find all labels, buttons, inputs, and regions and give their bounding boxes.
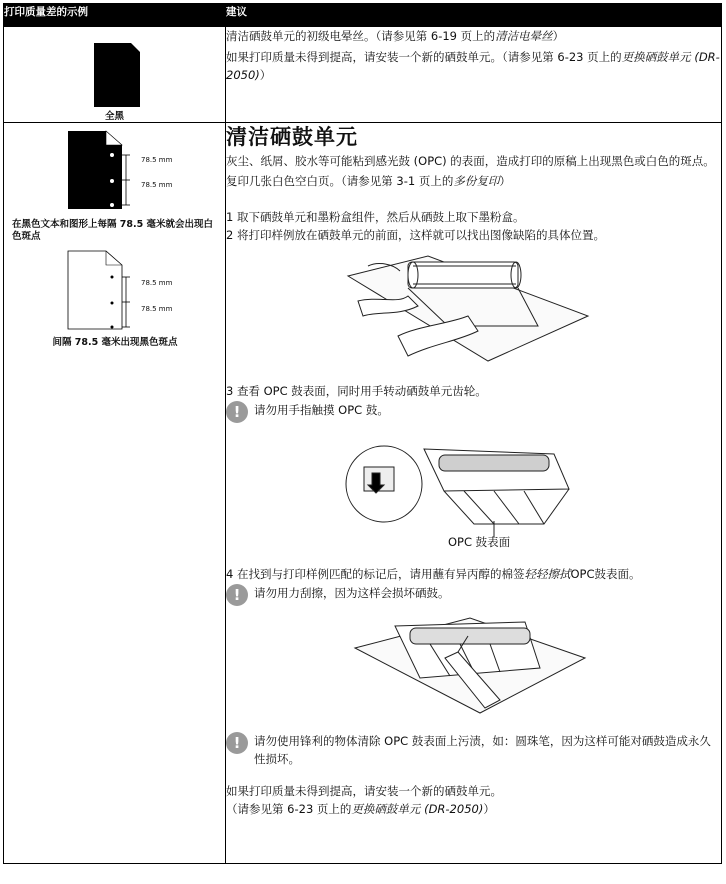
replace-drum-link-2[interactable]: 更换硒鼓单元 (DR-2050): [351, 802, 484, 816]
wipe-drum-illustration: [350, 608, 590, 720]
multi-copy-link[interactable]: 多份复印: [453, 174, 500, 188]
print-quality-table: [3, 3, 722, 864]
copy-text: 复印几张白色空白页。（请参见第 3-1 页上的多份复印）: [226, 174, 511, 188]
step-2: 2 将打印样例放在硒鼓单元的前面，这样就可以找出图像缺陷的具体位置。: [226, 228, 605, 242]
page: [3, 3, 722, 864]
corona-link[interactable]: 清洁电晕丝: [495, 29, 553, 43]
replace-drum-text: 如果打印质量未得到提高，请安装一个新的硒鼓单元。（请参见第 6-23 页上的更换硒鼓单元 (DR-2050)）: [226, 50, 720, 82]
suggestion-clean-drum: [226, 123, 722, 864]
warning-icon: !: [226, 732, 248, 754]
opc-figure: [226, 425, 721, 551]
replace-drum-link[interactable]: 更换硒鼓单元 (DR-2050): [226, 50, 720, 82]
white-spots-sample-image: [66, 129, 206, 211]
all-black-caption: 全黑: [104, 111, 124, 122]
warning-3: ! 请勿使用锋利的物体清除 OPC 鼓表面上污渍，如：圆珠笔，因为这样可能对硒鼓造成永久性损坏。: [226, 732, 721, 768]
warning-icon: !: [226, 584, 248, 606]
sample-spots-cell: [4, 123, 226, 864]
section-title: 清洁硒鼓单元: [226, 125, 358, 149]
warning-icon: !: [226, 401, 248, 423]
drum-with-sample-illustration: [338, 246, 608, 364]
header-suggestions: 建议: [226, 4, 722, 27]
final-text-2: （请参见第 6-23 页上的更换硒鼓单元 (DR-2050)）: [226, 802, 495, 816]
black-spots-sample-image: [66, 249, 206, 331]
step-4: 4 在找到与打印样例匹配的标记后，请用蘸有异丙醇的棉签轻轻擦拭OPC鼓表面。: [226, 567, 641, 581]
opc-surface-label: OPC 鼓表面: [448, 535, 511, 549]
all-black-page-image: [94, 43, 140, 107]
black-spots-dim2: 78.5 mm: [141, 305, 173, 313]
suggestion-all-black: [226, 27, 722, 123]
black-spots-dim1: 78.5 mm: [141, 279, 173, 287]
opc-drum-illustration: [344, 429, 574, 539]
header-examples: 打印质量差的示例: [4, 4, 226, 27]
corona-text: 清洁硒鼓单元的初级电晕丝。（请参见第 6-19 页上的清洁电晕丝）: [226, 29, 565, 43]
sample-all-black-cell: [4, 27, 226, 123]
final-text-1: 如果打印质量未得到提高，请安装一个新的硒鼓单元。: [226, 784, 502, 798]
step-1: 1 取下硒鼓单元和墨粉盒组件，然后从硒鼓上取下墨粉盒。: [226, 210, 525, 224]
warning-2: ! 请勿用力刮擦，因为这样会损坏硒鼓。: [226, 584, 721, 606]
white-spots-dim2: 78.5 mm: [141, 181, 173, 189]
warning-1: ! 请勿用手指触摸 OPC 鼓。: [226, 401, 721, 423]
white-spots-caption: 在黑色文本和图形上每隔 78.5 毫米就会出现白色斑点: [12, 219, 214, 242]
step-3: 3 查看 OPC 鼓表面，同时用手转动硒鼓单元齿轮。: [226, 384, 487, 398]
black-spots-caption: 间隔 78.5 毫米出现黑色斑点: [52, 337, 178, 348]
white-spots-dim1: 78.5 mm: [141, 156, 173, 164]
intro-text: 灰尘、纸屑、胶水等可能粘到感光鼓 (OPC) 的表面，造成打印的原稿上出现黑色或白色的斑点。: [226, 154, 715, 168]
